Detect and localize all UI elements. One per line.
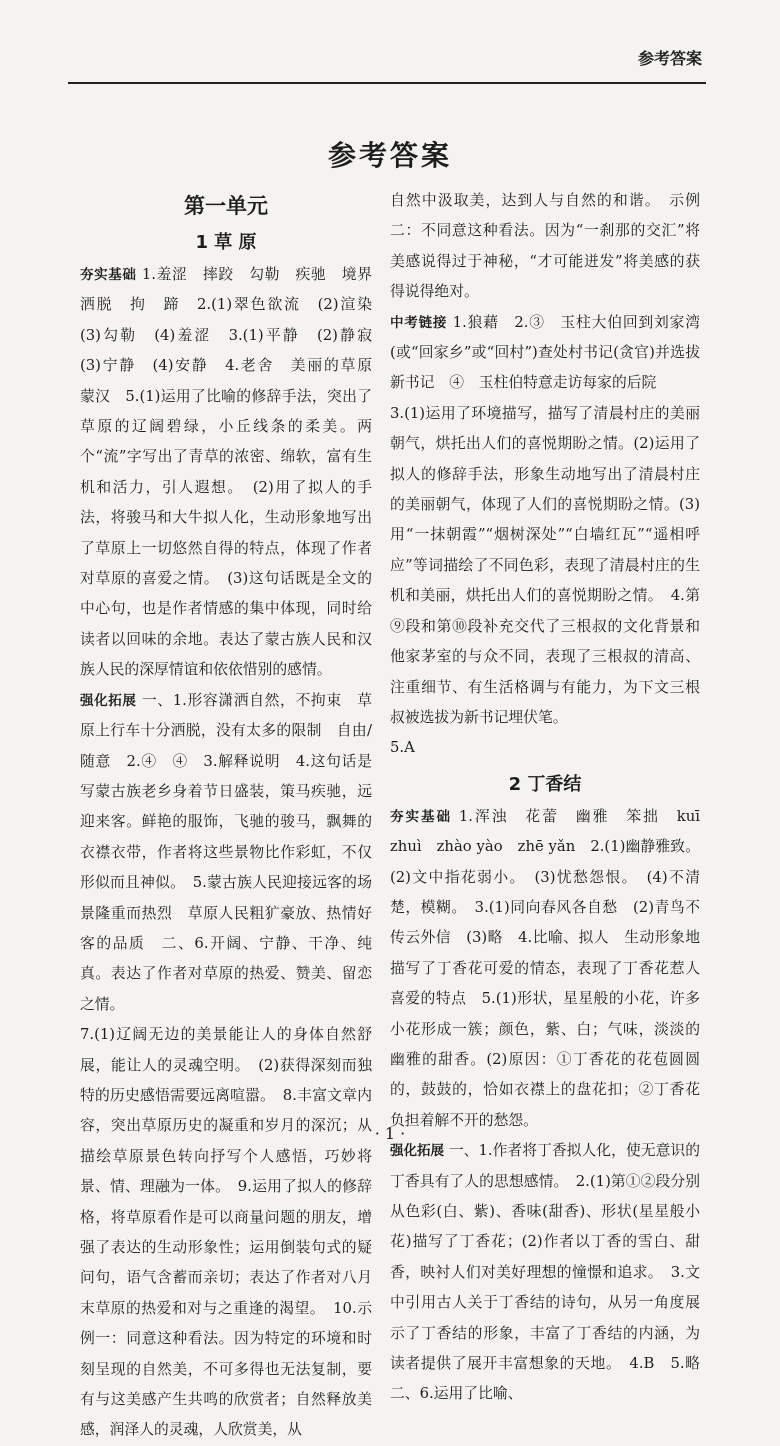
answer-paragraph [390, 1136, 715, 1410]
unit-title: 第一单元 [184, 194, 268, 218]
answer-text: 自然中汲取美，达到人与自然的和谐。 示例二：不同意这种看法。因为“一刹那的交汇”将美感说得过于神秘，“才可能迸发”将美感的获得说得绝对。 [390, 192, 700, 301]
page-title: 参考答案 [327, 139, 452, 172]
page-number: · 1 · [374, 1124, 406, 1143]
answer-text: 3.(1)运用了环境描写，描写了清晨村庄的美丽朝气，烘托出人们的喜悦期盼之情。(2)运用了拟人的修辞手法，形象生动地写出了清晨村庄的美丽朝气，体现了人们的喜悦期盼之情。(3)用“一抹朝霞”“烟树深处”“白墙红瓦”“遥相呼应”等词描绘了不同色彩，表现了清晨村庄的生机和美丽，烘托出人们的喜悦期盼之情。 4.第⑨段和第⑩段补充交代了三根叔的文化背景和他家茅室的与众不同，表现了三根叔的清高、注重细节、有生活格调与有能力，为下文三根叔被选拔为新书记埋伏笔。 [390, 404, 700, 726]
answer-text: 一、1.形容潇洒自然，不拘束 草原上行车十分洒脱，没有太多的限制 自由/随意 2.④ ④ 3.解释说明 4.这句话是写蒙古族老乡身着节日盛装，策马疾驰，远迎来客。鲜艳的服饰，飞驰的骏马，飘舞的衣襟衣带，作者将这些景物比作彩虹，不仅形似而且神似。 5.蒙古族人民迎接远客的场景隆重而热烈 草原人民粗犷豪放、热情好客的品质 二、6.开阔、宁静、干净、纯真。表达了作者对草原的热爱、赞美、留恋之情。 [80, 691, 372, 1013]
lesson-title-2: 2 丁香结 [508, 773, 582, 795]
answer-text: 1.狼藉 2.③ 玉柱大伯回到刘家湾(或“回家乡”或“回村”)查处村书记(贪官)并选拔新书记 ④ 玉柱伯特意走访每家的后院 [390, 313, 700, 392]
answer-text: 1.羞涩 摔跤 勾勒 疾驰 境界 洒脱 拘 蹄 2.(1)翠色欲流 (2)渲染 (3)勾勒 (4)羞涩 3.(1)平静 (2)静寂 (3)宁静 (4)安静 4.老舍 美丽的草原 蒙汉 5.(1)运用了比喻的修辞手法，突出了草原的辽阔碧绿，小丘线条的柔美。两个“流”字写出了青草的浓密、绵软，富有生机和活力，引人遐想。 (2)用了拟人的手法，将骏马和大牛拟人化，生动形象地写出了草原上一切悠然自得的特点，体现了作者对草原的喜爱之情。 (3)这句话既是全文的中心句，也是作者情感的集中体现，同时给读者以回味的余地。表达了蒙古族人民和汉族人民的深厚情谊和依依惜别的感情。 [80, 266, 387, 679]
answer-paragraph [80, 1020, 372, 1446]
answer-paragraph [390, 802, 715, 1136]
header-rule [68, 82, 706, 84]
lesson-title-1: 1 草 原 [195, 232, 257, 253]
answer-paragraph [80, 686, 372, 1020]
section-label: 强化拓展 [80, 692, 137, 709]
answer-text: 5.A [390, 739, 415, 757]
right-column [390, 186, 715, 1410]
answer-paragraph [390, 399, 700, 733]
section-label: 中考链接 [390, 314, 448, 331]
answer-paragraph [390, 308, 700, 399]
left-column [80, 186, 387, 1446]
section-label: 夯实基础 [390, 808, 453, 825]
answer-paragraph [80, 260, 387, 686]
answer-text: 一、1.作者将丁香拟人化，使无意识的丁香具有了人的思想感情。 2.(1)第①②段分别从色彩(白、紫)、香味(甜香)、形状(星星般小花)描写了丁香花；(2)作者以丁香的雪白、甜香，映衬人们对美好理想的憧憬和追求。 3.文中引用古人关于丁香结的诗句，从另一角度展示了丁香结的形象，丰富了丁香结的内涵，为读者提供了展开丰富想象的天地。 4.B 5.略 二、6.运用了比喻、 [390, 1142, 715, 1403]
section-label: 强化拓展 [390, 1143, 445, 1160]
answer-text: 1.浑浊 花蕾 幽雅 笨拙 kuī zhuì zhào yào zhē yǎn 2.(1)幽静雅致。(2)文中指花弱小。 (3)忧愁怨恨。 (4)不清楚，模糊。 3.(1)同向春风各自愁 (2)青鸟不传云外信 (3)略 4.比喻、拟人 生动形象地描写了丁香花可爱的情态，表现了丁香花惹人喜爱的特点 5.(1)形状，星星般的小花，许多小花形成一簇；颜色，紫、白；气味，淡淡的幽雅的甜香。(2)原因：①丁香花的花苞圆圆的，鼓鼓的，恰如衣襟上的盘花扣；②丁香花负担着解不开的愁怨。 [390, 807, 715, 1129]
answer-paragraph [390, 186, 700, 308]
section-label: 夯实基础 [80, 267, 137, 283]
running-header: 参考答案 [637, 49, 702, 68]
answer-paragraph [390, 733, 700, 763]
answer-text: 7.(1)辽阔无边的美景能让人的身体自然舒展，能让人的灵魂空明。 (2)获得深刻而独特的历史感悟需要远离喧嚣。 8.丰富文章内容，突出草原历史的凝重和岁月的深沉；从描绘草原景色转向抒写个人感悟，巧妙将景、情、理融为一体。 9.运用了拟人的修辞格，将草原看作是可以商量问题的朋友，增强了表达的生动形象性；运用倒装句式的疑问句，语气含蓄而亲切；表达了作者对八月末草原的热爱和对与之重逢的渴望。 10.示例一：同意这种看法。因为特定的环境和时刻呈现的自然美，不可多得也无法复制，要有与这美感产生共鸣的欣赏者；自然释放美感，润泽人的灵魂，人欣赏美，从 [80, 1026, 372, 1439]
